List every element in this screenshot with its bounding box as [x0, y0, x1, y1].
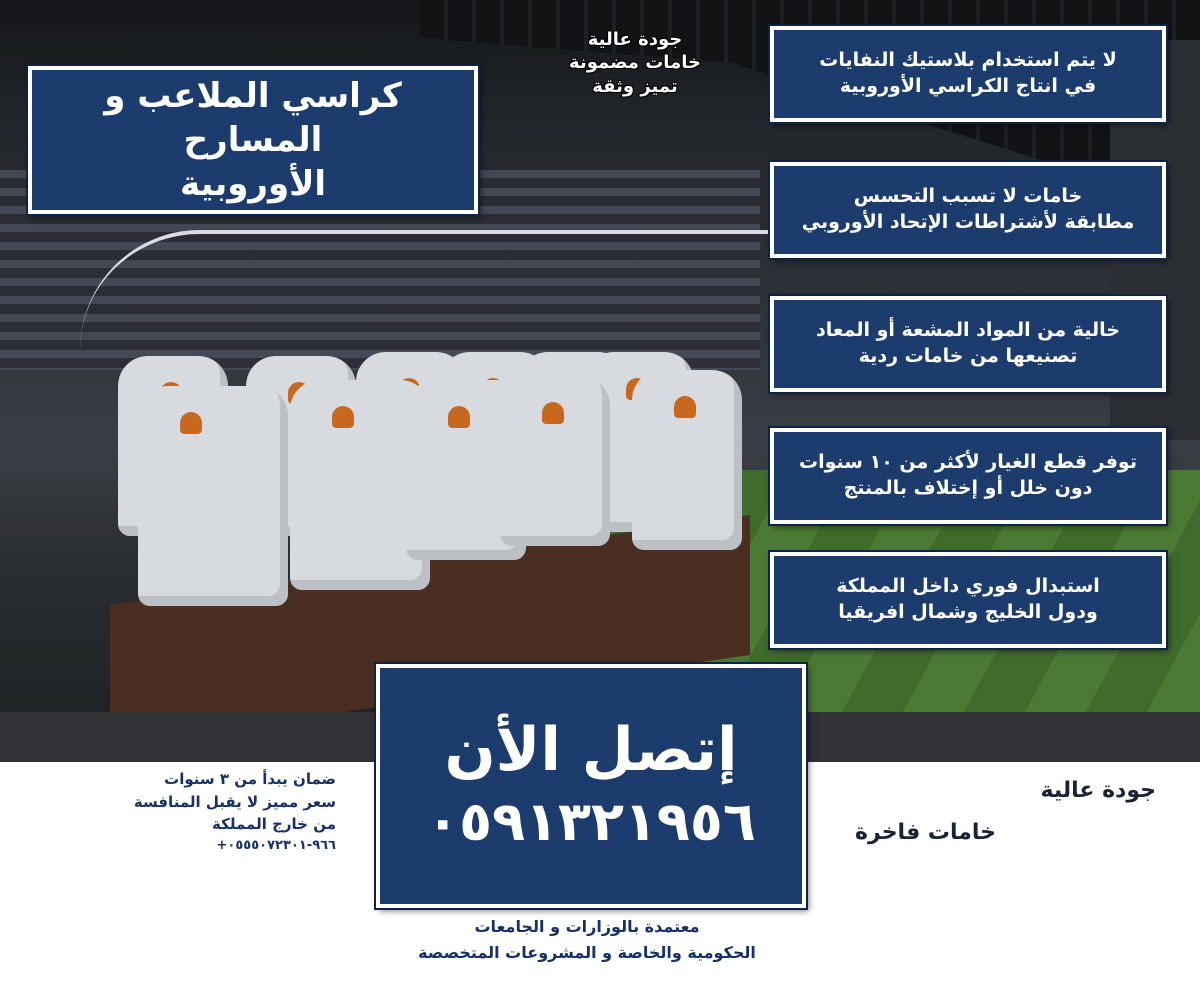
- feature-line2: مطابقة لأشتراطات الإتحاد الأوروبي: [801, 211, 1135, 233]
- international-phone[interactable]: +٩٦٦-٠٥٥٥٠٧٢٣٠١: [216, 837, 336, 853]
- call-phone-number[interactable]: ٠٥٩١٣٢١٩٥٦: [426, 789, 756, 853]
- feature-line2: ودول الخليج وشمال افريقيا: [838, 601, 1098, 623]
- feature-panel: [770, 428, 1166, 524]
- seat: [632, 370, 742, 550]
- approval-line2: الحكومية والخاصة و المشروعات المتخصصة: [418, 942, 756, 962]
- headline-line1: كراسي الملاعب و المسارح: [104, 75, 402, 160]
- approval-line1: معتمدة بالوزارات و الجامعات: [474, 917, 700, 936]
- quality-bottom-line1: جودة عالية: [1040, 778, 1156, 803]
- feature-line1: خامات لا تسبب التحسس: [853, 185, 1083, 208]
- quality-badge-line1: جودة عالية: [587, 29, 683, 50]
- guarantee-block: [100, 768, 336, 855]
- call-now-title: إتصل الأن: [444, 714, 738, 785]
- feature-line1: لا يتم استخدام بلاستيك النفايات: [819, 49, 1117, 72]
- feature-panel: [770, 296, 1166, 392]
- seat: [500, 376, 610, 546]
- seat: [138, 386, 288, 606]
- feature-line1: استبدال فوري داخل المملكة: [836, 575, 1100, 598]
- guarantee-line3: من خارج المملكة: [212, 815, 336, 833]
- feature-line2: تصنيعها من خامات ردية: [858, 345, 1078, 367]
- guarantee-line1: ضمان يبدأ من ٣ سنوات: [164, 770, 336, 788]
- quality-badge: [540, 28, 730, 98]
- feature-line2: دون خلل أو إختلاف بالمنتج: [843, 477, 1093, 499]
- feature-line1: خالية من المواد المشعة أو المعاد: [815, 319, 1121, 342]
- quality-badge-line2: خامات مضمونة: [569, 52, 701, 74]
- approval-text: [372, 914, 802, 965]
- call-now-panel[interactable]: [376, 664, 806, 908]
- feature-panel: [770, 162, 1166, 258]
- quality-badge-line3: تميز وثقة: [592, 75, 678, 97]
- feature-line2: في انتاج الكراسي الأوروبية: [839, 75, 1097, 97]
- headline-line2: الأوروبية: [179, 164, 327, 205]
- guarantee-line2: سعر مميز لا يقبل المنافسة: [133, 792, 336, 811]
- feature-panel: [770, 552, 1166, 648]
- headline-panel: [28, 66, 478, 214]
- quality-bottom-line2: خامات فاخرة: [855, 820, 996, 845]
- feature-panel: [770, 26, 1166, 122]
- feature-line1: توفر قطع الغيار لأكثر من ١٠ سنوات: [799, 451, 1137, 474]
